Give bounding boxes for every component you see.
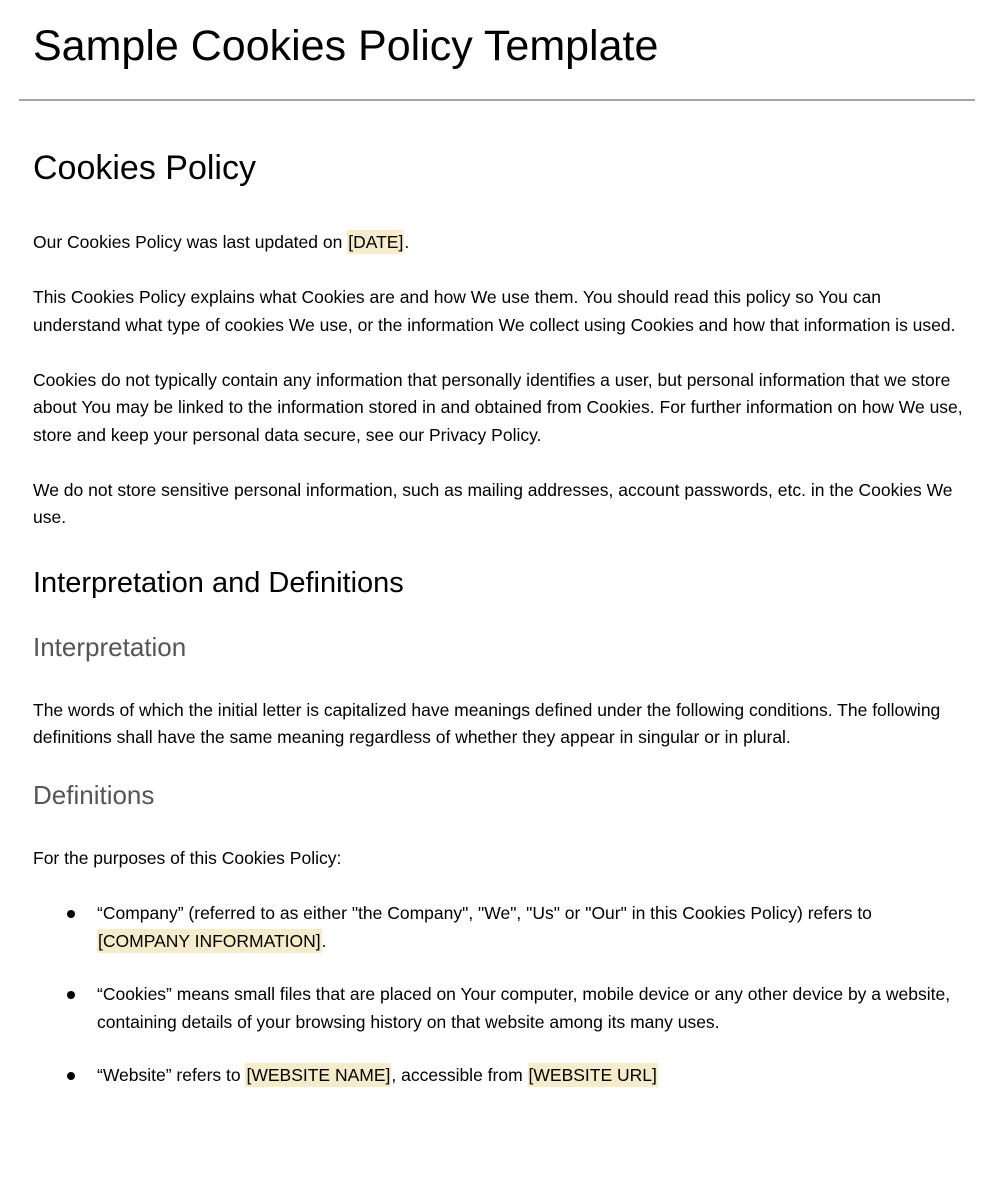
last-updated-text: Our Cookies Policy was last updated on (33, 232, 348, 252)
interpretation-and-definitions-heading: Interpretation and Definitions (33, 566, 404, 599)
definition-item-cookies (97, 981, 967, 1036)
policy-paragraph-3: We do not store sensitive personal information, such as mailing addresses, account passwords, etc. in the Cookies We use. (33, 479, 953, 527)
policy-paragraph-2: Cookies do not typically contain any information that personally identifies a user, but personal information that we store about You may be linked to the information stored in and obtained from Cookies. For further information on how We use, store and keep your personal data secure, see our Privacy Policy. (33, 369, 963, 445)
website-url-placeholder: [WEBSITE URL] (528, 1065, 657, 1085)
company-definition-text: “Company” (referred to as either "the Company", "We", "Us" or "Our" in this Cookies Policy) refers to (97, 903, 872, 923)
policy-paragraph-1: This Cookies Policy explains what Cookies are and how We use them. You should read this policy so You can understand what type of cookies We use, or the information We collect using Cookies and how that information is used. (33, 287, 956, 335)
definitions-list (33, 900, 967, 1090)
interpretation-paragraph: The words of which the initial letter is capitalized have meanings defined under the following conditions. The following definitions shall have the same meaning regardless of whether they appear in singular or in plural. (33, 699, 941, 747)
website-definition-text: “Website” refers to (97, 1065, 246, 1085)
last-updated-period: . (404, 232, 410, 252)
document-title: Sample Cookies Policy Template (33, 22, 659, 70)
company-information-placeholder: [COMPANY INFORMATION] (98, 930, 321, 951)
title-divider (19, 99, 975, 101)
definition-item-company (97, 900, 967, 955)
last-updated-line (33, 229, 967, 257)
company-definition-period: . (321, 930, 327, 951)
website-name-placeholder: [WEBSITE NAME] (246, 1065, 391, 1085)
cookies-policy-heading: Cookies Policy (33, 149, 256, 187)
website-definition-middle-text: , accessible from (391, 1065, 528, 1085)
interpretation-heading: Interpretation (33, 631, 187, 662)
cookies-definition-text: “Cookies” means small files that are placed on Your computer, mobile device or any other device by a website, containing details of your browsing history on that website among its many uses. (97, 984, 951, 1032)
definition-item-website (97, 1062, 967, 1090)
definitions-heading: Definitions (33, 780, 155, 810)
date-placeholder: [DATE] (348, 232, 404, 252)
definitions-intro: For the purposes of this Cookies Policy: (33, 848, 342, 868)
